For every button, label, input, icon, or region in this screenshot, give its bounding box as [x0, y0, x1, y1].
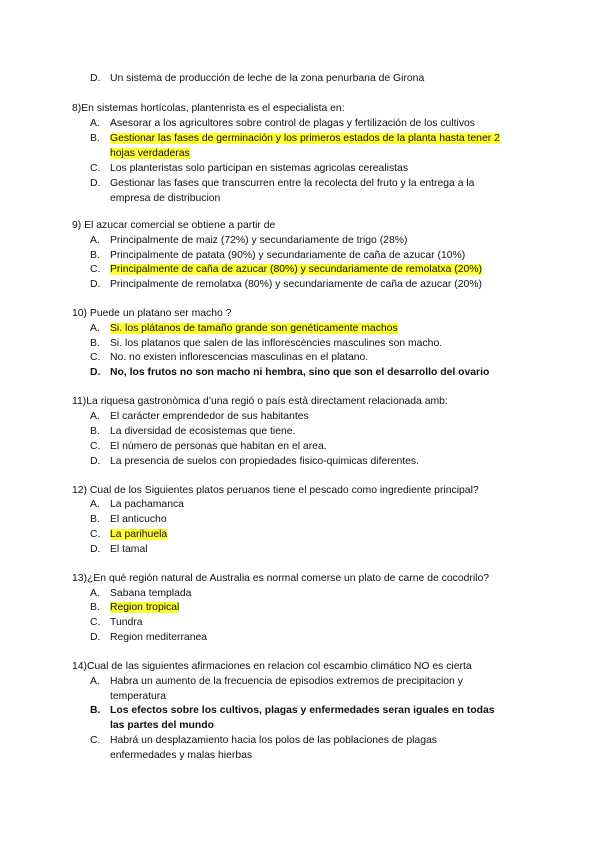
option-letter: B. [90, 250, 100, 261]
option-letter: A. [90, 118, 100, 129]
option-letter: A. [90, 411, 100, 422]
question-9-prompt: 9) El azucar comercial se obtiene a partir de [72, 220, 276, 231]
option-12-a [90, 497, 530, 512]
option-11-d [90, 454, 530, 469]
option-text-line1: Gestionar las fases que transcurren entre la recolecta del fruto y la entrega a la [110, 178, 475, 189]
option-letter: A. [90, 676, 100, 687]
option-11-b [90, 424, 530, 439]
question-11-prompt: 11)La riquesa gastronòmica d’una regió o país està directament relacionada amb: [72, 396, 448, 407]
option-12-d [90, 542, 530, 557]
option-letter: C. [90, 264, 101, 275]
option-letter: B. [90, 338, 100, 349]
option-letter: B. [90, 514, 100, 525]
option-letter: C. [90, 617, 101, 628]
option-text: Un sistema de producción de leche de la zona penurbana de Girona [110, 73, 425, 84]
option-text-line1: Habrá un desplazamiento hacia los polos de las poblaciones de plagas [110, 735, 437, 746]
option-8-a [90, 116, 530, 131]
option-text: No, los frutos no son macho ni hembra, sino que son el desarrollo del ovario [110, 367, 490, 378]
option-9-d [90, 277, 530, 292]
option-text: El carácter emprendedor de sus habitantes [110, 411, 309, 422]
option-13-d [90, 630, 530, 645]
option-text: La pachamanca [110, 499, 184, 510]
option-9-a [90, 233, 530, 248]
option-text: Si. los plátanos de tamaño grande son genéticamente machos [110, 323, 398, 334]
option-letter: D. [90, 544, 101, 555]
option-text: El número de personas que habitan en el area. [110, 441, 327, 452]
question-12-prompt: 12) Cual de los Siguientes platos peruanos tiene el pescado como ingrediente principal? [72, 485, 479, 496]
option-letter: C. [90, 529, 101, 540]
option-letter: B. [90, 602, 100, 613]
option-14-a [90, 674, 530, 704]
option-8-d [90, 176, 530, 206]
option-letter: D. [90, 632, 101, 643]
option-10-d-bold [90, 365, 530, 380]
option-text-line1: Gestionar las fases de germinación y los primeros estados de la planta hasta tener 2 [110, 133, 500, 144]
option-10-a-highlighted [90, 321, 530, 336]
question-13-prompt: 13)¿En qué región natural de Australia es normal comerse un plato de carne de cocodrilo? [72, 573, 490, 584]
option-7-d [90, 71, 530, 86]
option-text: La diversidad de ecosistemas que tiene. [110, 426, 296, 437]
option-text-line2: enfermedades y malas hierbas [110, 750, 253, 761]
option-letter: A. [90, 499, 100, 510]
option-text-line1: Los efectos sobre los cultivos, plagas y enfermedades seran iguales en todas [110, 705, 495, 716]
question-10-prompt: 10) Puede un platano ser macho ? [72, 308, 232, 319]
option-11-a [90, 409, 530, 424]
option-13-a [90, 586, 530, 601]
option-14-c [90, 733, 530, 763]
option-letter: C. [90, 735, 101, 746]
option-12-c-highlighted [90, 527, 530, 542]
option-letter: A. [90, 588, 100, 599]
option-12-b [90, 512, 530, 527]
question-14-prompt: 14)Cual de las siguientes afirmaciones en relacion col escambio climático NO es cierta [72, 661, 472, 672]
option-letter: C. [90, 352, 101, 363]
option-text: Region mediterranea [110, 632, 208, 643]
option-letter: D. [90, 73, 101, 84]
option-letter: A. [90, 235, 100, 246]
option-8-b-highlighted [90, 131, 530, 161]
option-text-line2: las partes del mundo [110, 720, 214, 731]
option-text: Tundra [110, 617, 143, 628]
option-text: Si. los platanos que salen de las inflorescències masculines son macho. [110, 338, 443, 349]
option-letter: B. [90, 133, 100, 144]
option-13-c [90, 615, 530, 630]
option-14-b-bold [90, 703, 530, 733]
option-10-b [90, 336, 530, 351]
option-text-line2: temperatura [110, 691, 167, 702]
option-letter: D. [90, 178, 101, 189]
option-letter: A. [90, 323, 100, 334]
option-letter: C. [90, 441, 101, 452]
option-13-b-highlighted [90, 600, 530, 615]
question-8-prompt: 8)En sistemas hortícolas, plantenrista es el especialista en: [72, 103, 345, 114]
option-text: Principalmente de patata (90%) y secundariamente de caña de azucar (10%) [110, 250, 466, 261]
option-letter: D. [90, 279, 101, 290]
option-text: Region tropical [110, 602, 180, 613]
option-text-line2: hojas verdaderas [110, 148, 190, 159]
option-text: Principalmente de maiz (72%) y secundariamente de trigo (28%) [110, 235, 408, 246]
option-letter: B. [90, 705, 101, 716]
option-letter: D. [90, 456, 101, 467]
option-letter: D. [90, 367, 101, 378]
option-text: La presencia de suelos con propiedades fisico-quimicas diferentes. [110, 456, 420, 467]
option-letter: B. [90, 426, 100, 437]
option-letter: C. [90, 163, 101, 174]
option-10-c [90, 350, 530, 365]
option-text: El tamal [110, 544, 148, 555]
option-text: La parihuela [110, 529, 168, 540]
option-text: El anticucho [110, 514, 167, 525]
option-8-c [90, 161, 530, 176]
option-9-c-highlighted [90, 262, 530, 277]
option-text-line1: Habra un aumento de la frecuencia de episodios extremos de precipitacion y [110, 676, 463, 687]
option-text: Principalmente de remolatxa (80%) y secundariamente de caña de azucar (20%) [110, 279, 482, 290]
option-9-b [90, 248, 530, 263]
option-11-c [90, 439, 530, 454]
option-text: Los planteristas solo participan en sistemas agricolas cerealistas [110, 163, 409, 174]
option-text: No. no existen inflorescencias masculinas en el platano. [110, 352, 369, 363]
option-text: Sabana templada [110, 588, 192, 599]
option-text: Principalmente de caña de azucar (80%) y secundariamente de remolatxa (20%) [110, 264, 482, 275]
option-text-line2: empresa de distribucion [110, 193, 221, 204]
option-text: Asesorar a los agricultores sobre control de plagas y fertilización de los cultivos [110, 118, 476, 129]
